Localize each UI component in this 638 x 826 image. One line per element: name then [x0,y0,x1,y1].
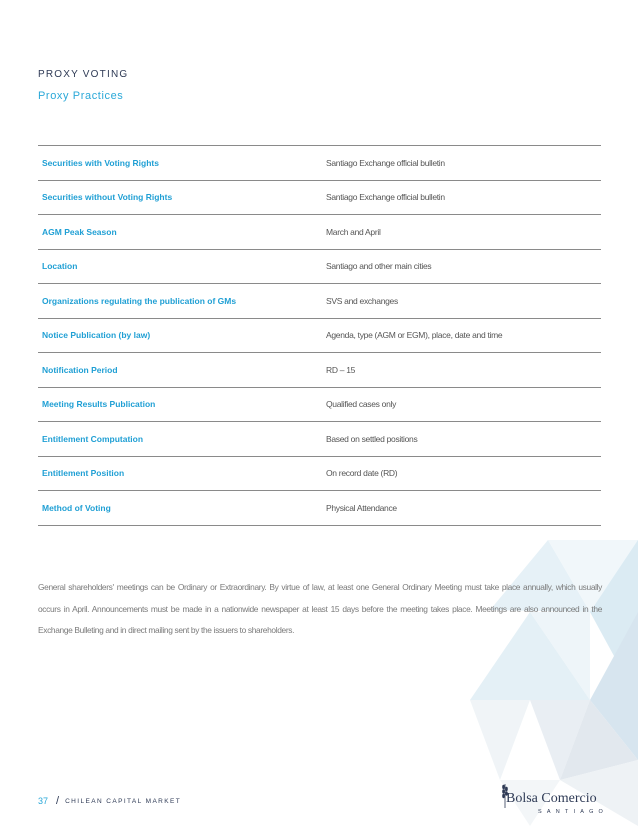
row-value: Santiago Exchange official bulletin [326,157,445,168]
row-value: Physical Attendance [326,502,397,513]
logo-name: Bolsa Comercio [506,791,597,806]
row-label: Securities without Voting Rights [42,192,173,203]
table-row [38,215,601,250]
proxy-practices-table [38,145,601,526]
row-label: AGM Peak Season [42,226,117,237]
logo-subtitle: SANTIAGO [538,809,609,815]
row-value: Agenda, type (AGM or EGM), place, date and time [326,330,503,341]
footer-separator: / [56,795,60,807]
row-value: Based on settled positions [326,433,418,444]
table-row [38,491,601,526]
row-value: RD – 15 [326,364,356,375]
row-value: Qualified cases only [326,399,397,410]
row-label: Notice Publication (by law) [42,330,151,341]
table-row [38,319,601,354]
row-label: Notification Period [42,364,118,375]
row-label: Entitlement Position [42,468,125,479]
table-row [38,250,601,285]
row-value: On record date (RD) [326,468,398,479]
table-row [38,353,601,388]
body-paragraph: General shareholders' meetings can be Ordinary or Extraordinary. By virtue of law, at least one General Ordinary Meeting must take place annually, which usually occurs in April. Announcements must be made in a nationwide newspaper at least 15 days before the meeting takes place. Meetings are also announced in the Exchange Bulleting and in direct mailing sent by the issuers to shareholders. [38,582,602,636]
row-value: SVS and exchanges [326,295,398,306]
row-label: Method of Voting [42,502,111,513]
row-value: Santiago Exchange official bulletin [326,192,445,203]
section-title: PROXY VOTING [38,69,129,80]
row-label: Securities with Voting Rights [42,157,159,168]
row-value: Santiago and other main cities [326,261,432,272]
row-value: March and April [326,226,381,237]
table-row [38,181,601,216]
page-number: 37 [38,796,49,806]
table-row [38,388,601,423]
page-footer [38,795,181,807]
row-label: Location [42,261,78,272]
row-label: Organizations regulating the publication of GMs [42,295,237,306]
row-label: Meeting Results Publication [42,399,156,410]
table-row [38,457,601,492]
table-row [38,284,601,319]
section-subtitle: Proxy Practices [38,90,124,102]
bolsa-comercio-logo [498,780,608,818]
table-row [38,422,601,457]
footer-title: CHILEAN CAPITAL MARKET [65,797,182,805]
row-label: Entitlement Computation [42,433,144,444]
table-row [38,146,601,181]
